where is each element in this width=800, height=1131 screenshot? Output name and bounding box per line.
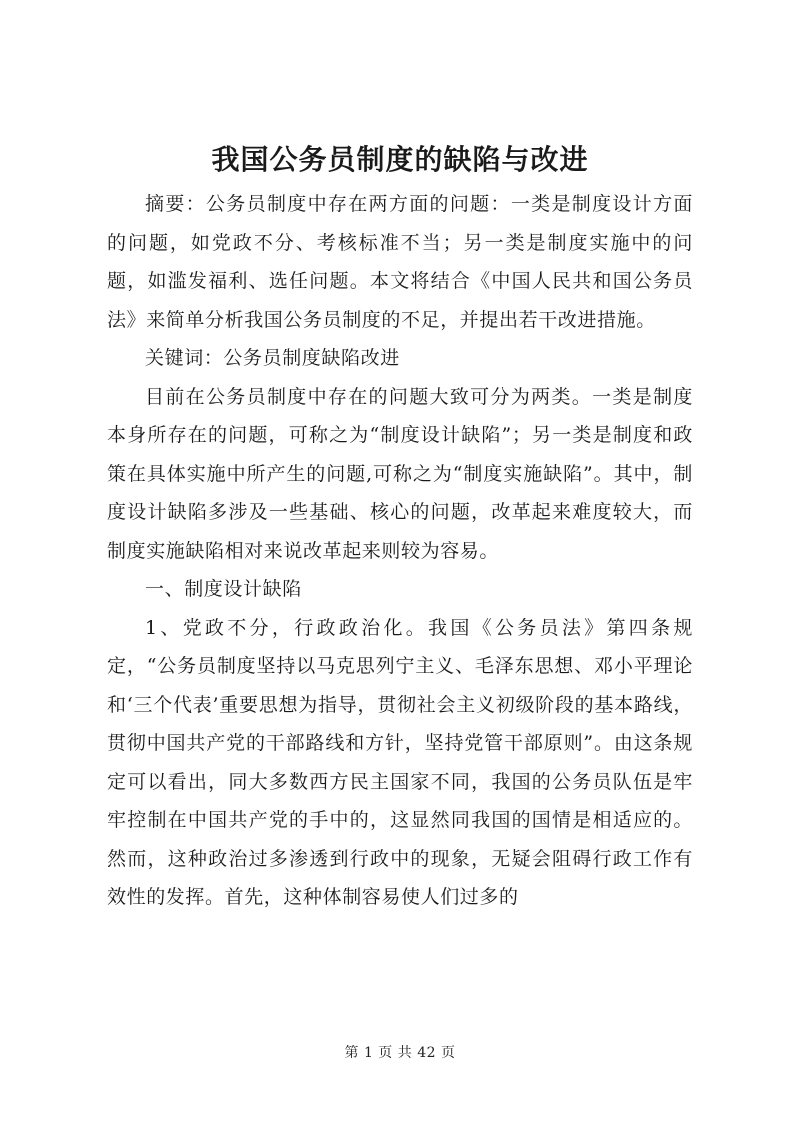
page-number-footer: 第 1 页 共 42 页	[344, 1045, 456, 1061]
intro-paragraph: 目前在公务员制度中存在的问题大致可分为两类。一类是制度本身所存在的问题，可称之为“制度设计缺陷”；另一类是制度和政策在具体实施中所产生的问题,可称之为“制度实施缺陷”。其中，制度设计缺陷多涉及一些基础、核心的问题，改革起来难度较大，而制度实施缺陷相对来说改革起来则较为容易。	[107, 385, 693, 562]
section-heading: 一、制度设计缺陷	[145, 578, 302, 600]
keywords-paragraph: 关键词：公务员制度缺陷改进	[145, 347, 400, 369]
body-paragraph: 1、党政不分，行政政治化。我国《公务员法》第四条规定，“公务员制度坚持以马克思列宁主义、毛泽东思想、邓小平理论和‘三个代表’重要思想为指导，贯彻社会主义初级阶段的基本路线，贯彻中国共产党的干部路线和方针，坚持党管干部原则”。由这条规定可以看出，同大多数西方民主国家不同，我国的公务员队伍是牢牢控制在中国共产党的手中的，这显然同我国的国情是相适应的。然而，这种政治过多渗透到行政中的现象，无疑会阻碍行政工作有效性的发挥。首先，这种体制容易使人们过多的	[107, 616, 693, 908]
document-title: 我国公务员制度的缺陷与改进	[211, 143, 589, 176]
document-body	[107, 185, 693, 917]
abstract-paragraph: 摘要：公务员制度中存在两方面的问题：一类是制度设计方面的问题，如党政不分、考核标准不当；另一类是制度实施中的问题，如滥发福利、选任问题。本文将结合《中国人民共和国公务员法》来简单分析我国公务员制度的不足，并提出若干改进措施。	[107, 193, 693, 331]
